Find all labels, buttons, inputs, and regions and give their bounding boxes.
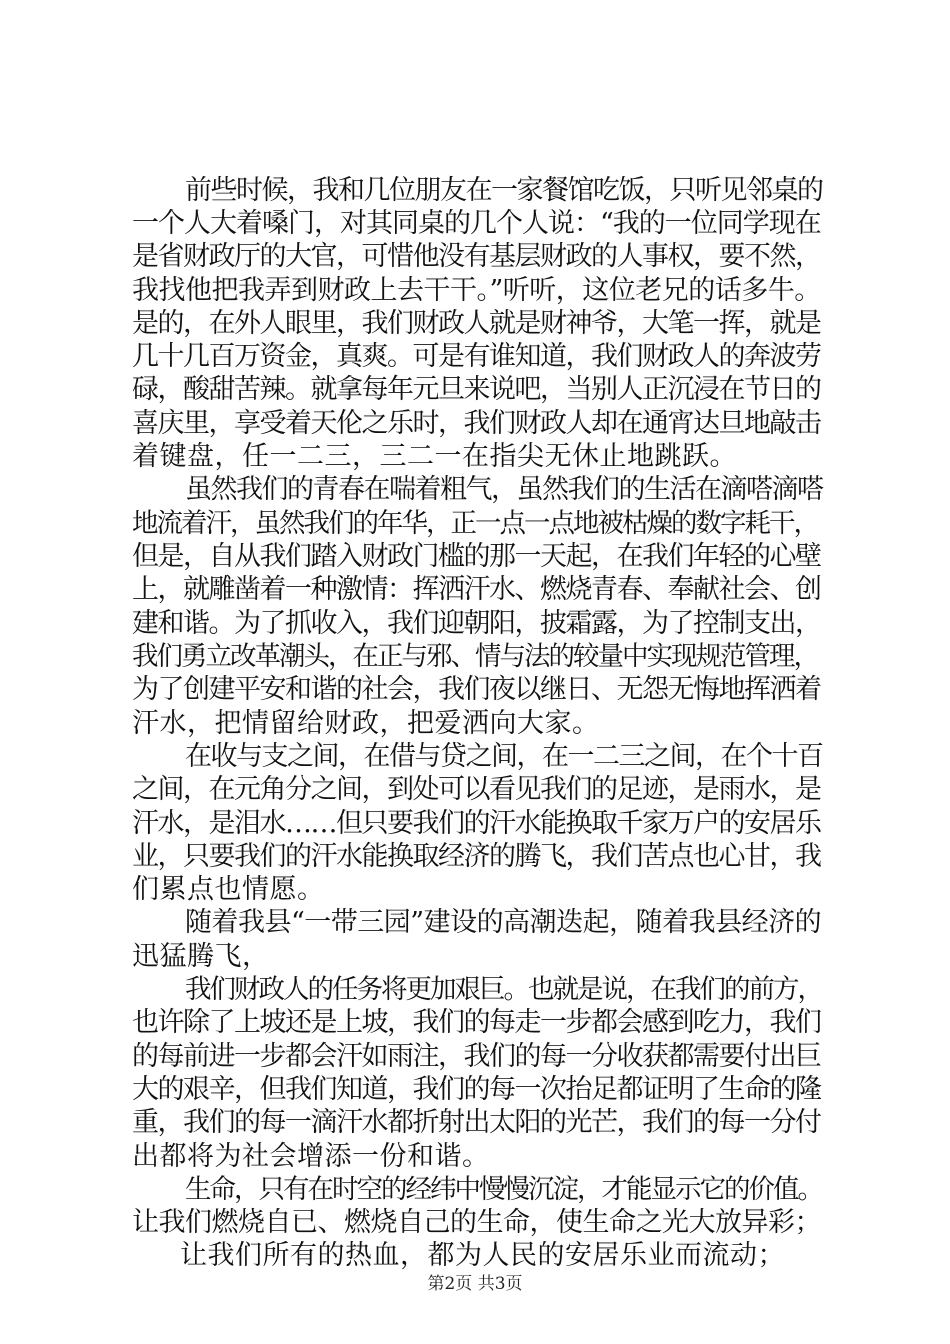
text-line: 也许除了上坡还是上坡，我们的每走一步都会感到吃力，我们 bbox=[132, 1007, 821, 1038]
text-line: 的每前进一步都会汗如雨注，我们的每一分收获都需要付出巨 bbox=[132, 1041, 821, 1072]
text-line: 业，只要我们的汗水能换取经济的腾飞，我们苦点也心甘，我 bbox=[132, 841, 821, 872]
text-line: 大的艰辛，但我们知道，我们的每一次抬足都证明了生命的隆 bbox=[132, 1074, 821, 1105]
text-line: 出都将为社会增添一份和谐。 bbox=[132, 1141, 490, 1172]
text-line: 我找他把我弄到财政上去干干。”听听，这位老兄的话多牛。 bbox=[132, 275, 821, 306]
text-line: 让我们所有的热血，都为人民的安居乐业而流动； bbox=[180, 1240, 785, 1271]
text-line: 之间，在元角分之间，到处可以看见我们的足迹，是雨水，是 bbox=[132, 774, 821, 805]
text-line: 地流着汗，虽然我们的年华，正一点一点地被枯燥的数字耗干， bbox=[132, 508, 818, 539]
text-line: 生命，只有在时空的经纬中慢慢沉淀，才能显示它的价值。 bbox=[185, 1174, 822, 1205]
text-line: 重，我们的每一滴汗水都折射出太阳的光芒，我们的每一分付 bbox=[132, 1107, 821, 1138]
text-line: 前些时候，我和几位朋友在一家餐馆吃饭，只听见邻桌的 bbox=[185, 175, 823, 206]
text-line: 上，就雕凿着一种激情：挥洒汗水、燃烧青春、奉献社会、创 bbox=[132, 574, 821, 605]
text-line: 建和谐。为了抓收入，我们迎朝阳，披霜露，为了控制支出， bbox=[132, 608, 821, 639]
text-line: 一个人大着嗓门，对其同桌的几个人说：“我的一位同学现在 bbox=[132, 208, 821, 239]
text-line: 是省财政厅的大官，可惜他没有基层财政的人事权，要不然， bbox=[132, 241, 821, 272]
text-line: 们累点也情愿。 bbox=[132, 874, 325, 905]
text-line: 碌，酸甜苦辣。就拿每年元旦来说吧，当别人正沉浸在节日的 bbox=[132, 374, 821, 405]
text-line: 虽然我们的青春在喘着粗气，虽然我们的生活在滴嗒滴嗒 bbox=[185, 474, 823, 505]
text-line: 在收与支之间，在借与贷之间，在一二三之间，在个十百 bbox=[185, 741, 823, 772]
text-line: 但是，自从我们踏入财政门槛的那一天起，在我们年轻的心壁 bbox=[132, 541, 821, 572]
text-line: 是的，在外人眼里，我们财政人就是财神爷，大笔一挥，就是 bbox=[132, 308, 821, 339]
text-line: 喜庆里，享受着天伦之乐时，我们财政人却在通宵达旦地敲击 bbox=[132, 408, 821, 439]
text-line: 汗水，是泪水……但只要我们的汗水能换取千家万户的安居乐 bbox=[132, 808, 821, 839]
text-line: 几十几百万资金，真爽。可是有谁知道，我们财政人的奔波劳 bbox=[132, 341, 821, 372]
text-line: 着键盘，任一二三，三二一在指尖无休止地跳跃。 bbox=[132, 441, 737, 472]
text-line: 迅猛腾飞， bbox=[132, 941, 270, 972]
text-line: 我们勇立改革潮头，在正与邪、情与法的较量中实现规范管理， bbox=[132, 641, 818, 672]
page-footer: 第2页 共3页 bbox=[427, 1274, 523, 1294]
text-line: 汗水，把情留给财政，把爱洒向大家。 bbox=[132, 708, 600, 739]
text-line: 为了创建平安和谐的社会，我们夜以继日、无怨无悔地挥洒着 bbox=[132, 674, 821, 705]
text-line: 让我们燃烧自已、燃烧自己的生命，使生命之光大放异彩； bbox=[132, 1207, 821, 1238]
text-line: 我们财政人的任务将更加艰巨。也就是说，在我们的前方， bbox=[185, 974, 822, 1005]
text-line: 随着我县“一带三园”建设的高潮迭起，随着我县经济的 bbox=[185, 907, 822, 938]
